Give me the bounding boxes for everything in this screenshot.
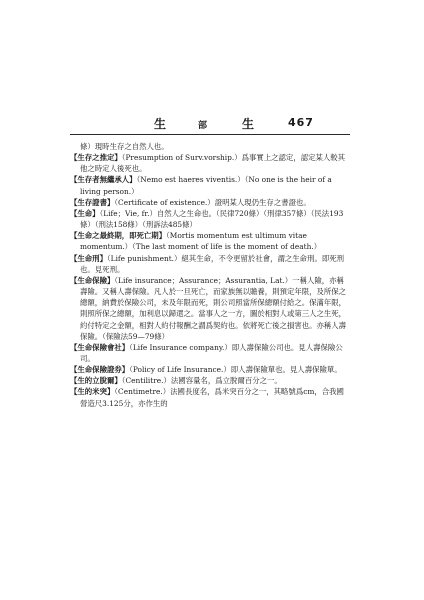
entry-definition: （Policy of Life Insurance.）即人壽保險單也。見人壽保險單。 [129, 365, 342, 375]
entry-headword: 【生的立脫爾】 [70, 376, 122, 386]
entry-definition: （Presumption of Surv.vorship.）爲事實上之認定，認定某人較其他之時定人後死也。 [80, 153, 346, 174]
entry-definition: （Centilitre.）法國容量名，爲立脫爾百分之一。 [121, 376, 282, 386]
entry-definition: （Life Insurance company.）即人壽保險公司也。見人壽保險公司。 [80, 342, 343, 363]
dictionary-entry [70, 364, 350, 375]
entry-headword: 【生命之最終期，即死亡期】 [70, 231, 167, 241]
header-right-char: 生 [242, 117, 256, 131]
dictionary-entry [70, 174, 350, 196]
entry-definition: （Life insurance；Assurance；Assurantia, Lat.）一稱人險，亦稱壽險。又稱人壽保險。凡人於一旦死亡，而家族無以贍養，則預定年限，及所保之總額，納費於保險公司，未及年限而死，則公司照當所保總額付給之。保滿年限，則照所保之總額，加利息以歸還之。當事人之一方，圖於相對人或第三人之生死，約付特定之金額，相對人約付報酬之謂爲契約也。依將死亡後之損害也。亦稱人壽保險。（保險法59—79條） [80, 275, 347, 341]
dictionary-entry [70, 208, 350, 230]
dictionary-entry [70, 152, 350, 174]
entry-headword: 【生命】 [70, 208, 100, 218]
entry-definition: （Life punishment.）絕其生命，不令更留於社會，謂之生命刑。即死刑也。見死刑。 [80, 253, 345, 274]
dictionary-entry [70, 230, 350, 252]
header-left-char: 生 [154, 117, 168, 131]
page-number: 467 [288, 116, 314, 129]
entry-list [70, 141, 350, 409]
entry-definition: 條）現時生存之自然人也。 [80, 142, 169, 151]
dictionary-page [70, 112, 350, 409]
entry-headword: 【生命保險】 [70, 275, 115, 285]
dictionary-entry [70, 342, 350, 364]
entry-headword: 【生命保險會社】 [70, 342, 130, 352]
entry-headword: 【生存者無繼承人】 [70, 175, 137, 185]
dictionary-entry [70, 197, 350, 208]
dictionary-entry [70, 275, 350, 342]
entry-headword: 【生的米突】 [70, 387, 115, 397]
entry-definition: （Life；Vie, fr.）自然人之生命也。（民律720條）（刑律357條）（民法193條）（刑法158條）（刑訴法485條） [80, 208, 344, 230]
entry-definition: （Mortis momentum est ultimum vitae momentum.）（The last moment of life is the moment of death.） [80, 231, 322, 252]
dictionary-entry [70, 375, 350, 386]
running-header [70, 112, 350, 135]
entry-headword: 【生命刑】 [70, 253, 107, 263]
dictionary-entry [70, 386, 350, 408]
header-section-char: 部 [198, 121, 209, 131]
entry-definition: （Nemo est haeres viventis.）（No one is the heir of a living person.） [80, 175, 332, 196]
dictionary-entry [70, 253, 350, 275]
dictionary-entry [70, 141, 350, 152]
entry-headword: 【生命保險證券】 [70, 365, 130, 375]
entry-definition: （Certificate of existence.）證明某人現仍生存之書證也。 [114, 197, 311, 207]
entry-headword: 【生存證書】 [70, 197, 115, 207]
entry-headword: 【生存之推定】 [70, 153, 122, 163]
entry-definition: （Centimetre.）法國長度名，爲米突百分之一，其略號爲cm，合我國營造尺3.125分，亦作生的 [80, 387, 344, 408]
